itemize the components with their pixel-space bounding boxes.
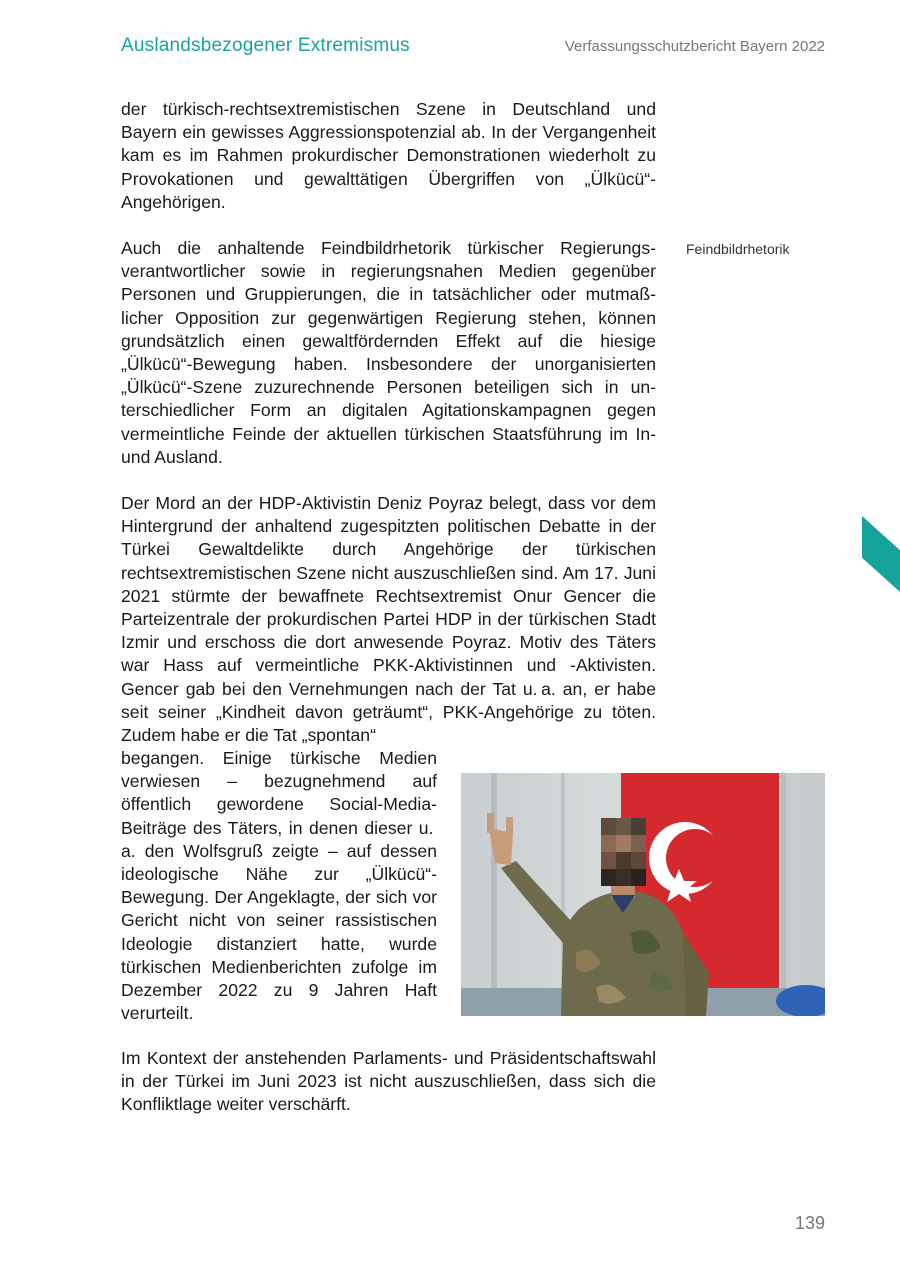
chapter-tab-marker <box>862 516 900 592</box>
page-number: 139 <box>794 1213 825 1233</box>
section-title: Auslandsbezogener Extremismus <box>121 35 410 56</box>
paragraph-1: der türkisch-rechtsextremistischen Szene in Deutschland und Bayern ein gewisses Aggressionspotenzial ab. In der Vergangenheit kam es im Rahmen prokurdischer Demonstrationen wiederholt zu Provokationen und gewalttätigen Übergriffen von „Ülkücü“-Angehörigen. <box>121 99 656 212</box>
paragraph-2: Auch die anhaltende Feindbildrhetorik türkischer Regierungsverantwortlicher sowie in regierungsnahen Medien gegenüber Personen und Gruppierungen, die in tatsächlicher oder mutmaßlicher Opposition zur gegenwärtigen Regierung stehen, können grundsätzlich einen gewaltfördernden Effekt auf die hiesige „Ülkücü“-Bewegung haben. Insbesondere der unorganisierten „Ülkücü“-Szene zuzurechnende Personen beteiligen sich in unterschiedlicher Form an digitalen Agitationskampagnen gegen vermeintliche Feinde der aktuellen türkischen Staatsführung im In- und Ausland. <box>121 238 656 467</box>
paragraph-3: Der Mord an der HDP-Aktivistin Deniz Poyraz belegt, dass vor dem Hintergrund der anhaltend zugespitzten politischen Debatte in der Türkei Gewaltdelikte durch Angehörige der türkischen rechtsextremistischen Szene nicht auszuschließen sind. Am 17. Juni 2021 stürmte der bewaffnete Rechtsextremist Onur Gencer die Parteizentrale der prokurdischen Partei HDP in der türkischen Stadt Izmir und erschoss die dort anwesende Poyraz. Motiv des Täters war Hass auf vermeintliche PKK-Aktivistinnen und -Aktivisten. Gencer gab bei den Vernehmungen nach der Tat u. a. an, er habe seit seiner „Kindheit davon geträumt“, PKK-Angehörige zu töten. Zudem habe er die Tat „spontan“ <box>121 493 656 746</box>
report-title: Verfassungsschutzbericht Bayern 2022 <box>564 38 825 55</box>
paragraph-3-continued: begangen. Einige türkische Medien verwiesen – bezugnehmend auf öffentlich gewordene Social-Media-Beiträge des Täters, in denen dieser u. a. den Wolfsgruß zeigte – auf dessen ideologische Nähe zur „Ülkücü“-Bewegung. Der Angeklagte, der sich vor Gericht nicht von seiner rassistischen Ideologie distanziert hatte, wurde türkischen Medienberichten zufolge im Dezember 2022 zu 9 Jahren Haft verurteilt. <box>121 748 437 1024</box>
paragraph-4: Im Kontext der anstehenden Parlaments- und Präsidentschaftswahl in der Türkei im Juni 2023 ist nicht auszuschließen, dass sich die Konfliktlage weiter verschärft. <box>121 1048 656 1115</box>
margin-note: Feindbildrhetorik <box>686 241 790 257</box>
blurred-face <box>601 818 646 886</box>
photo-man-wolf-salute <box>461 773 825 1016</box>
